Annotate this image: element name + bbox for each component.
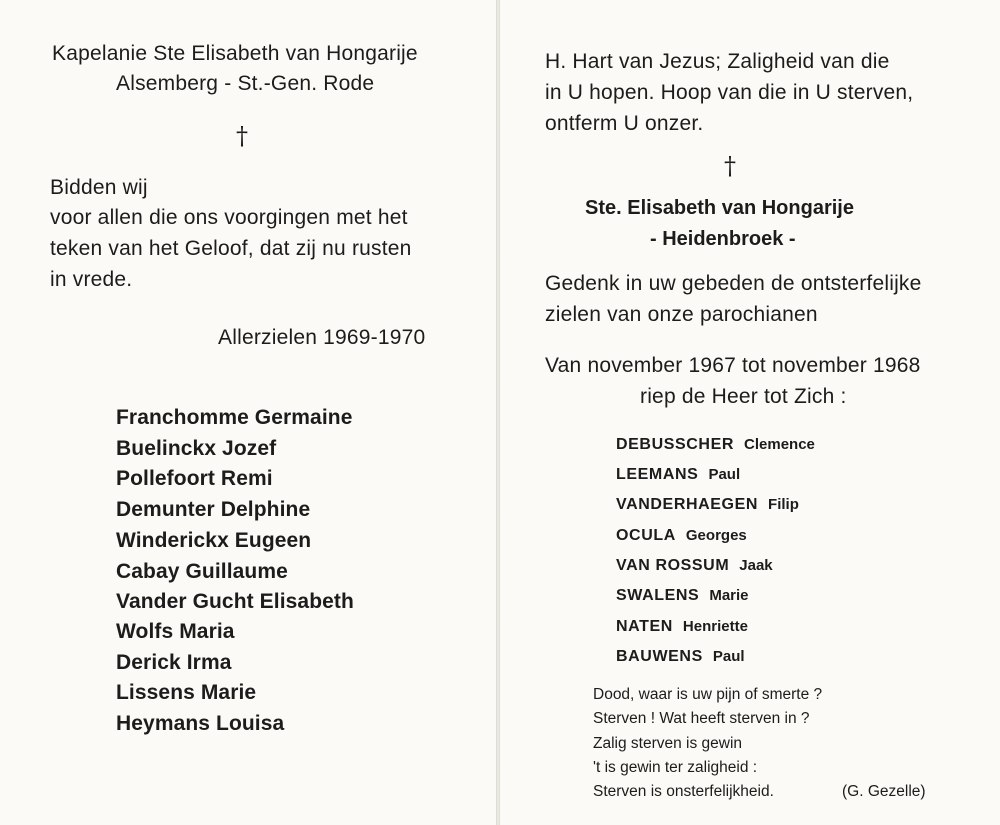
parishioner-last-name: NATEN [616, 618, 673, 635]
prayer-line: voor allen die ons voorgingen met het [50, 206, 408, 229]
remember-line: zielen van onze parochianen [545, 303, 818, 326]
parish-location: - Heidenbroek - [650, 228, 796, 250]
parishioner-last-name: OCULA [616, 527, 676, 544]
cross-icon: † [236, 122, 248, 150]
poem-line: Sterven is onsterfelijkheid. [593, 783, 774, 800]
parishioner-last-name: VAN ROSSUM [616, 557, 730, 574]
parishioner-name [616, 618, 748, 636]
parishioner-first-name: Jaak [739, 557, 773, 574]
parishioner-name [616, 436, 815, 454]
deceased-name: Pollefoort Remi [116, 467, 273, 490]
deceased-name: Demunter Delphine [116, 498, 311, 521]
parishioner-last-name: BAUWENS [616, 648, 703, 665]
parishioner-first-name: Henriette [682, 618, 748, 635]
parishioner-last-name: LEEMANS [616, 466, 699, 483]
parishioner-first-name: Georges [685, 527, 747, 544]
remember-line: Gedenk in uw gebeden de ontsterfelijke [545, 272, 922, 295]
deceased-name: Franchomme Germaine [116, 406, 353, 429]
cross-icon: † [724, 152, 736, 180]
parishioner-name [616, 648, 745, 666]
right-card-page [500, 0, 1000, 825]
occasion-date: Allerzielen 1969-1970 [218, 326, 426, 349]
invocation-line: H. Hart van Jezus; Zaligheid van die [545, 50, 890, 73]
poem-line: Sterven ! Wat heeft sterven in ? [593, 710, 810, 727]
parishioner-name [616, 557, 773, 575]
parish-name: Ste. Elisabeth van Hongarije [585, 197, 854, 219]
invocation-line: in U hopen. Hoop van die in U sterven, [545, 81, 914, 104]
parishioner-name [616, 466, 740, 484]
poem-author: (G. Gezelle) [842, 783, 926, 800]
deceased-name: Lissens Marie [116, 681, 257, 704]
deceased-name: Buelinckx Jozef [116, 437, 277, 460]
parishioner-first-name: Marie [709, 587, 749, 604]
parishioner-first-name: Paul [712, 648, 745, 665]
parishioner-name [616, 527, 747, 545]
period-line: Van november 1967 tot november 1968 [545, 354, 921, 377]
poem-line: 't is gewin ter zaligheid : [593, 759, 758, 776]
chapel-location: Alsemberg - St.-Gen. Rode [116, 72, 375, 95]
parishioner-first-name: Paul [708, 466, 741, 483]
deceased-name: Heymans Louisa [116, 712, 285, 735]
parishioner-name [616, 587, 749, 605]
deceased-name: Wolfs Maria [116, 620, 235, 643]
deceased-name: Winderickx Eugeen [116, 529, 312, 552]
prayer-line: teken van het Geloof, dat zij nu rusten [50, 237, 412, 260]
chapel-name: Kapelanie Ste Elisabeth van Hongarije [52, 42, 418, 65]
prayer-line: in vrede. [50, 268, 133, 291]
poem-line: Dood, waar is uw pijn of smerte ? [593, 686, 823, 703]
prayer-line: Bidden wij [50, 176, 148, 199]
parishioner-first-name: Clemence [744, 436, 815, 453]
deceased-name: Cabay Guillaume [116, 560, 288, 583]
deceased-name: Derick Irma [116, 651, 232, 674]
poem-line: Zalig sterven is gewin [593, 735, 743, 752]
parishioner-first-name: Filip [768, 496, 799, 513]
parishioner-name [616, 496, 799, 514]
period-line: riep de Heer tot Zich : [640, 385, 847, 408]
deceased-name: Vander Gucht Elisabeth [116, 590, 354, 613]
parishioner-last-name: DEBUSSCHER [616, 436, 735, 453]
left-card-page [0, 0, 496, 825]
parishioner-last-name: VANDERHAEGEN [616, 496, 759, 513]
invocation-line: ontferm U onzer. [545, 112, 704, 135]
parishioner-last-name: SWALENS [616, 587, 700, 604]
